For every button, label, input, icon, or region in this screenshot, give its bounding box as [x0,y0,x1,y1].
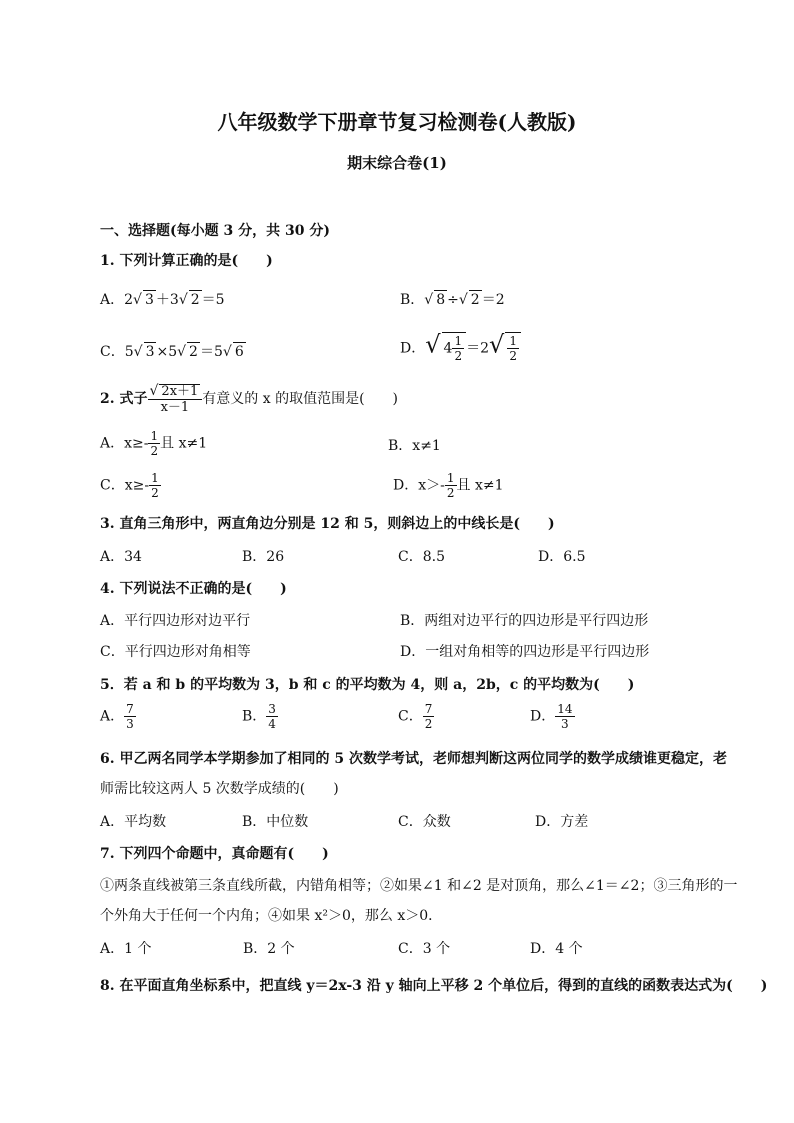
question-8-stem: 8. 在平面直角坐标系中，把直线 y＝2x-3 沿 y 轴向上平移 2 个单位后，得到的直线的函数表达式为( ) [100,978,768,994]
q2-option-b: B．x≠1 [388,438,441,454]
question-1-stem: 1. 下列计算正确的是( ) [100,253,273,269]
q6-option-c: C．众数 [398,814,451,830]
question-7-line-1: ①两条直线被第三条直线所截，内错角相等；②如果∠1 和∠2 是对顶角，那么∠1＝∠2；③三角形的一 [100,878,738,894]
q6-option-a: A．平均数 [100,814,167,830]
q2-option-c: C．x≥- $\frac{1}{2}$ [100,471,159,500]
q1-option-d: D．√ 4 $\frac{1}{2}$ ＝2√ $\frac{1}{2}$ [400,332,521,362]
q1-option-a: A．2√ 3 ＋3√ 2 ＝5 [100,292,225,308]
question-7-stem: 7. 下列四个命题中，真命题有( ) [100,846,329,862]
q6-option-d: D．方差 [535,814,589,830]
q5-option-b: B． $\frac{3}{4}$ [242,702,276,731]
question-7-line-2: 个外角大于任何一个内角；④如果 x²＞0，那么 x＞0． [100,908,443,924]
question-6-line-2: 师需比较这两人 5 次数学成绩的( ) [100,781,339,797]
q2-option-d: D．x＞- $\frac{1}{2}$ 且 x≠1 [393,471,504,500]
q2-option-a: A．x≥- $\frac{1}{2}$ 且 x≠1 [100,429,208,458]
q3-option-a: A．34 [100,549,142,565]
q4-option-a: A．平行四边形对边平行 [100,613,251,629]
q4-option-c: C．平行四边形对角相等 [100,644,251,660]
question-6-line-1: 6. 甲乙两名同学本学期参加了相同的 5 次数学考试，老师想判断这两位同学的数学成绩谁更稳定，老 [100,751,727,767]
q4-option-b: B．两组对边平行的四边形是平行四边形 [400,613,649,629]
q3-option-c: C．8.5 [398,549,445,565]
section-heading: 一、选择题(每小题 3 分，共 30 分) [100,223,330,239]
q1-option-b: B．√ 8 ÷√ 2 ＝2 [400,292,505,308]
q6-option-b: B．中位数 [242,814,309,830]
q5-option-a: A． $\frac{7}{3}$ [100,702,134,731]
question-3-stem: 3. 直角三角形中，两直角边分别是 12 和 5，则斜边上的中线长是( ) [100,516,555,532]
q7-option-b: B．2 个 [243,941,295,957]
page-title: 八年级数学下册章节复习检测卷(人教版) [217,110,577,134]
q7-option-d: D．4 个 [530,941,583,957]
q4-option-d: D．一组对角相等的四边形是平行四边形 [400,644,650,660]
q7-option-a: A．1 个 [100,941,152,957]
page-subtitle: 期末综合卷(1) [347,154,447,172]
q1-option-c: C．5√ 3 ×5√ 2 ＝5√ 6 [100,344,244,360]
q3-option-d: D．6.5 [538,549,586,565]
question-2-stem: 2. 式子 $\frac{√ 2x+1}{x-1}$ 有意义的 x 的取值范围是( ) [100,383,399,415]
q5-option-c: C． $\frac{7}{2}$ [398,702,433,731]
q7-option-c: C．3 个 [398,941,451,957]
question-5-stem: 5．若 a 和 b 的平均数为 3，b 和 c 的平均数为 4，则 a，2b，c 的平均数为( ) [100,677,635,693]
q3-option-b: B．26 [242,549,285,565]
question-4-stem: 4. 下列说法不正确的是( ) [100,581,287,597]
q5-option-d: D． $\frac{14}{3}$ [530,702,573,731]
